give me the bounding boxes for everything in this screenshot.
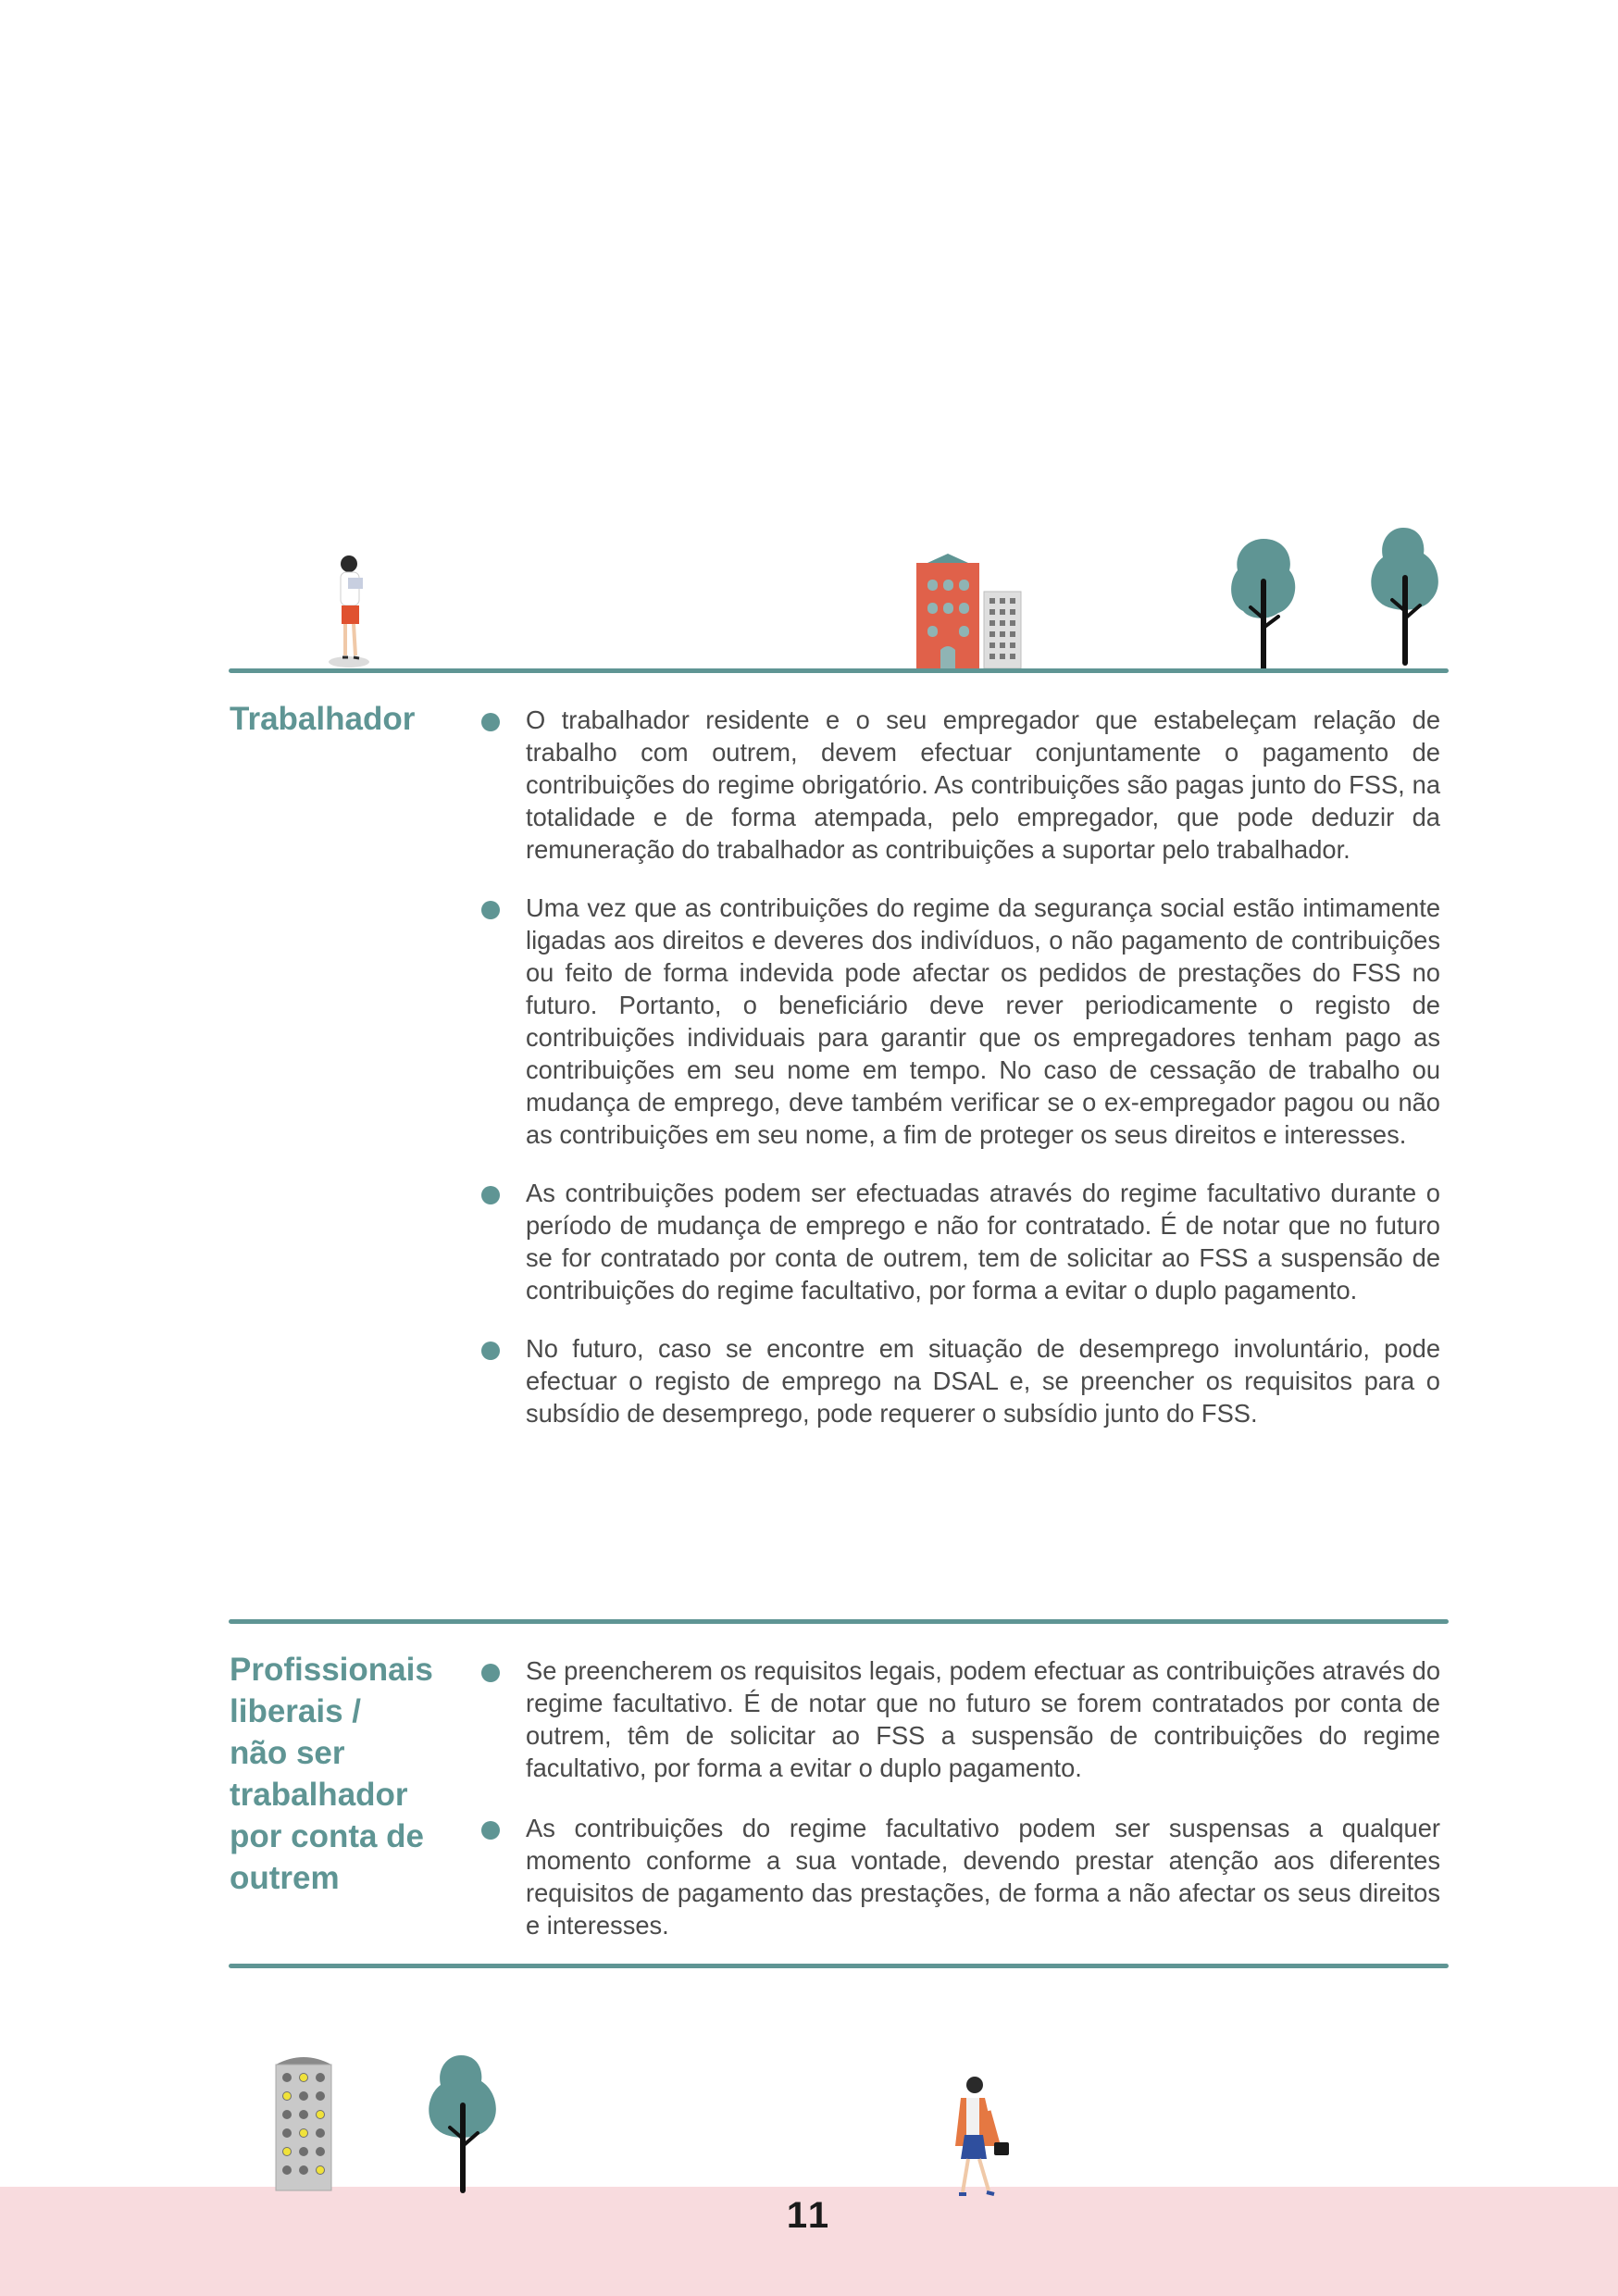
trabalhador-bullet-list bbox=[481, 704, 1440, 1429]
list-item bbox=[481, 1654, 1440, 1784]
list-item bbox=[481, 1177, 1440, 1306]
grey-building bbox=[983, 591, 1022, 668]
bullet-dot-icon bbox=[481, 1821, 500, 1840]
page-number: 11 bbox=[786, 2195, 832, 2236]
woman-reading-figure bbox=[324, 548, 370, 668]
bullet-text: As contribuições podem ser efectuadas através do regime facultativo durante o período de mudança de emprego e não for contratado. É de notar que no futuro se for contratado por conta de outrem, tem de solicitar ao FSS a suspensão de contribuições do regime facultativo, por forma a evitar o duplo pagamento. bbox=[526, 1179, 1440, 1304]
list-item bbox=[481, 892, 1440, 1151]
bullet-text: Uma vez que as contribuições do regime da segurança social estão intimamente ligadas aos direitos e deveres dos indivíduos, o não pagamento de contribuições ou feito de forma indevida pode afectar os pedidos de prestações do FSS no futuro. Portanto, o beneficiário deve rever periodicamente o registo de contribuições individuais para garantir que os empregadores tenham pago as contribuições em seu nome em tempo. No caso de cessação de trabalho ou mudança de emprego, deve também verificar se o ex-empregador pagou ou não as contribuições em seu nome, a fim de proteger os seus direitos e interesses. bbox=[526, 893, 1440, 1149]
section-title-line: liberais / bbox=[230, 1693, 362, 1729]
tree-icon bbox=[1366, 526, 1444, 667]
tree-icon bbox=[1226, 535, 1301, 672]
bullet-dot-icon bbox=[481, 1664, 500, 1682]
bottom-divider bbox=[229, 1964, 1449, 1968]
bullet-dot-icon bbox=[481, 901, 500, 919]
bullet-text: No futuro, caso se encontre em situação de desemprego involuntário, pode efectuar o registo de emprego na DSAL e, se preencher os requisitos para o subsídio de desemprego, pode requerer o subsídio junto do FSS. bbox=[526, 1334, 1440, 1428]
top-divider bbox=[229, 668, 1449, 673]
tree-icon bbox=[424, 2053, 502, 2194]
profissionais-bullet-list bbox=[481, 1654, 1440, 1941]
red-building bbox=[915, 552, 981, 670]
section-title-line: outrem bbox=[230, 1860, 340, 1896]
list-item bbox=[481, 1812, 1440, 1941]
middle-divider bbox=[229, 1619, 1449, 1624]
list-item bbox=[481, 704, 1440, 866]
section-title-line: Profissionais bbox=[230, 1652, 433, 1688]
section-title-line: não ser bbox=[230, 1735, 345, 1771]
bullet-dot-icon bbox=[481, 1186, 500, 1204]
bullet-text: As contribuições do regime facultativo podem ser suspensas a qualquer momento conforme a sua vontade, devendo prestar atenção aos diferentes requisitos de pagamento das prestações, de forma a não afectar os seus direitos e interesses. bbox=[526, 1814, 1440, 1940]
section-title-profissionais-liberais bbox=[230, 1649, 433, 1899]
bullet-dot-icon bbox=[481, 713, 500, 731]
tall-grey-building bbox=[274, 2052, 333, 2192]
section-title-line: por conta de bbox=[230, 1818, 425, 1854]
list-item bbox=[481, 1332, 1440, 1429]
section-title-line: trabalhador bbox=[230, 1777, 408, 1813]
bullet-text: O trabalhador residente e o seu empregador que estabeleçam relação de trabalho com outrem, devem efectuar conjuntamente o pagamento de contribuições do regime obrigatório. As contribuições são pagas junto do FSS, na totalidade e de forma atempada, pelo empregador, que pode deduzir da remuneração do trabalhador as contribuições a suportar pelo trabalhador. bbox=[526, 705, 1440, 864]
woman-walking-figure bbox=[935, 2074, 1018, 2203]
bullet-dot-icon bbox=[481, 1341, 500, 1360]
section-title-trabalhador: Trabalhador bbox=[230, 701, 416, 737]
bullet-text: Se preencherem os requisitos legais, podem efectuar as contribuições através do regime facultativo. É de notar que no futuro se forem contratados por conta de outrem, têm de solicitar ao FSS a suspensão de contribuições do regime facultativo, por forma a evitar o duplo pagamento. bbox=[526, 1656, 1440, 1782]
